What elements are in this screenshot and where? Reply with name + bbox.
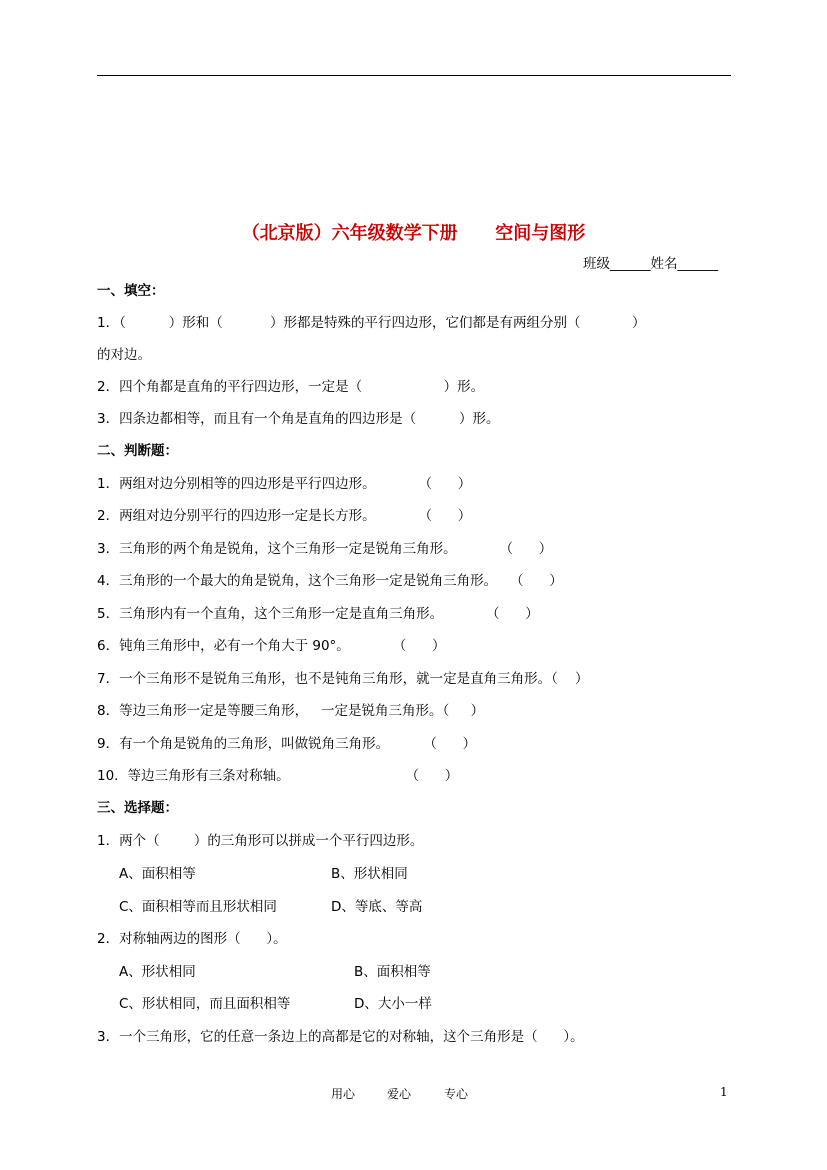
fill-q3: 3．四条边都相等，而且有一个角是直角的四边形是（ ）形。	[97, 411, 500, 427]
judge-item-9: 9．有一个角是锐角的三角形，叫做锐角三角形。 （ ）	[97, 736, 477, 752]
fill-q2: 2．四个角都是直角的平行四边形，一定是（ ）形。	[97, 379, 485, 395]
footer-text-1: 用心	[331, 1087, 356, 1101]
judge-item-5: 5．三角形内有一个直角，这个三角形一定是直角三角形。 （ ）	[97, 606, 539, 622]
page-title: （北京版）六年级数学下册 空间与图形	[241, 223, 586, 244]
judge-item-3: 3．三角形的两个角是锐角，这个三角形一定是锐角三角形。 （ ）	[97, 541, 553, 557]
choice-q2-option-b: B、面积相等	[354, 964, 431, 980]
choice-q1: 1．两个（ ）的三角形可以拼成一个平行四边形。	[97, 833, 424, 849]
section1-heading: 一、填空：	[97, 283, 165, 299]
choice-q2-option-a: A、形状相同	[119, 964, 196, 980]
judge-item-8: 8．等边三角形一定是等腰三角形， 一定是锐角三角形。（ ）	[97, 703, 485, 719]
section3-heading: 三、选择题：	[97, 800, 178, 816]
judge-item-6: 6．钝角三角形中，必有一个角大于 90°。 （ ）	[97, 638, 446, 654]
footer-text-2: 爱心	[387, 1087, 412, 1101]
choice-q3: 3．一个三角形，它的任意一条边上的高都是它的对称轴，这个三角形是（ ）。	[97, 1029, 584, 1045]
page-number: 1	[720, 1085, 728, 1099]
judge-item-1: 1．两组对边分别相等的四边形是平行四边形。 （ ）	[97, 476, 472, 492]
class-name-line: 班级______姓名______	[583, 256, 718, 272]
choice-q1-option-a: A、面积相等	[119, 866, 196, 882]
judge-item-2: 2．两组对边分别平行的四边形一定是长方形。 （ ）	[97, 508, 472, 524]
choice-q2: 2．对称轴两边的图形（ ）。	[97, 931, 287, 947]
fill-q1-line1: 1．（ ）形和（ ）形都是特殊的平行四边形，它们都是有两组分别（ ）	[97, 315, 646, 331]
choice-q1-option-c: C、面积相等而且形状相同	[119, 899, 277, 915]
judge-item-10: 10．等边三角形有三条对称轴。 （ ）	[97, 768, 459, 784]
fill-q1-line2: 的对边。	[97, 347, 151, 363]
choice-q1-option-d: D、等底、等高	[331, 899, 423, 915]
choice-q2-option-d: D、大小一样	[354, 996, 432, 1012]
choice-q2-option-c: C、形状相同，而且面积相等	[119, 996, 291, 1012]
choice-q1-option-b: B、形状相同	[331, 866, 408, 882]
judge-item-4: 4．三角形的一个最大的角是锐角，这个三角形一定是锐角三角形。 （ ）	[97, 573, 563, 589]
section2-heading: 二、判断题：	[97, 443, 178, 459]
footer-text-3: 专心	[444, 1087, 469, 1101]
header-rule	[97, 75, 731, 76]
judge-item-7: 7．一个三角形不是锐角三角形，也不是钝角三角形，就一定是直角三角形。（ ）	[97, 671, 589, 687]
